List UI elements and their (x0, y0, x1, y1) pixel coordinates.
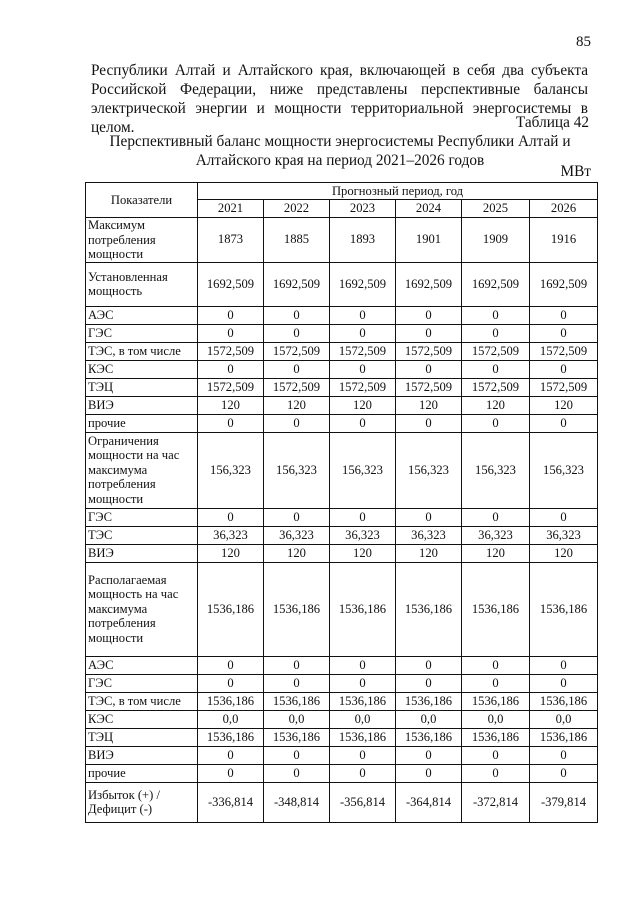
table-cell: 1692,509 (530, 262, 598, 306)
table-cell: 120 (396, 544, 462, 562)
table-cell: 1692,509 (330, 262, 396, 306)
table-cell: 0 (264, 360, 330, 378)
table-cell: -372,814 (462, 782, 530, 822)
table-row (86, 764, 598, 782)
table-cell: 1536,186 (198, 692, 264, 710)
row-label: Избыток (+) / Дефицит (-) (86, 782, 198, 822)
table-row (86, 562, 598, 656)
table-row (86, 262, 598, 306)
table-cell: 120 (530, 544, 598, 562)
row-label: Максимум потребления мощности (86, 218, 198, 263)
table-cell: 1873 (198, 218, 264, 263)
table-cell: 1572,509 (462, 342, 530, 360)
row-label: ТЭС, в том числе (86, 342, 198, 360)
table-cell: 1536,186 (264, 728, 330, 746)
table-cell: 0 (462, 746, 530, 764)
table-cell: 36,323 (198, 526, 264, 544)
table-cell: -379,814 (530, 782, 598, 822)
table-cell: 0 (462, 508, 530, 526)
header-period: Прогнозный период, год (198, 183, 598, 200)
table-row (86, 746, 598, 764)
table-cell: 1901 (396, 218, 462, 263)
table-cell: 0 (462, 656, 530, 674)
row-label: ТЭС, в том числе (86, 692, 198, 710)
table-cell: 0,0 (396, 710, 462, 728)
row-label: ГЭС (86, 674, 198, 692)
table-cell: 1885 (264, 218, 330, 263)
table-cell: 0 (198, 324, 264, 342)
row-label: ТЭС (86, 526, 198, 544)
table-cell: 0,0 (198, 710, 264, 728)
table-cell: 0 (198, 306, 264, 324)
year-header: 2025 (462, 200, 530, 218)
table-cell: 1916 (530, 218, 598, 263)
table-cell: 0 (530, 508, 598, 526)
row-label: ГЭС (86, 324, 198, 342)
table-row (86, 396, 598, 414)
table-cell: 0 (530, 414, 598, 432)
table-cell: 36,323 (264, 526, 330, 544)
table-cell: 0 (264, 324, 330, 342)
caption-line: Алтайского края на период 2021–2026 годов (195, 152, 485, 169)
table-body (86, 218, 598, 823)
table-cell: 0,0 (264, 710, 330, 728)
table-cell: 1572,509 (462, 378, 530, 396)
table-cell: 0 (264, 508, 330, 526)
year-header: 2024 (396, 200, 462, 218)
table-cell: 0 (396, 414, 462, 432)
table-cell: 0 (330, 306, 396, 324)
table-cell: 0 (396, 324, 462, 342)
table-cell: 120 (462, 396, 530, 414)
table-cell: 0 (530, 764, 598, 782)
table-cell: -348,814 (264, 782, 330, 822)
table-cell: 1572,509 (330, 378, 396, 396)
table-cell: 0 (462, 306, 530, 324)
table-row (86, 674, 598, 692)
table-cell: 36,323 (530, 526, 598, 544)
row-label: ТЭЦ (86, 378, 198, 396)
table-row (86, 656, 598, 674)
table-cell: 0 (462, 324, 530, 342)
year-header: 2022 (264, 200, 330, 218)
table-cell: 0 (264, 414, 330, 432)
row-label: ВИЭ (86, 544, 198, 562)
year-header: 2023 (330, 200, 396, 218)
table-cell: 0 (198, 508, 264, 526)
row-label: АЭС (86, 656, 198, 674)
table-cell: 0 (530, 656, 598, 674)
table-cell: 156,323 (198, 432, 264, 508)
table-cell: 156,323 (264, 432, 330, 508)
unit-label: МВт (560, 163, 591, 180)
table-cell: 120 (330, 544, 396, 562)
table-cell: 36,323 (462, 526, 530, 544)
table-cell: 1536,186 (264, 562, 330, 656)
table-cell: 120 (264, 396, 330, 414)
table-cell: 0 (330, 764, 396, 782)
table-cell: 1572,509 (198, 378, 264, 396)
table-cell: 156,323 (330, 432, 396, 508)
table-cell: 0 (530, 324, 598, 342)
table-cell: 0 (462, 764, 530, 782)
table-cell: 0 (198, 764, 264, 782)
table-cell: 1536,186 (396, 728, 462, 746)
table-cell: -356,814 (330, 782, 396, 822)
table-row (86, 710, 598, 728)
row-label: Располагаемая мощность на час максимума потребления мощности (86, 562, 198, 656)
table-cell: 0 (530, 306, 598, 324)
table-cell: 120 (530, 396, 598, 414)
table-cell: 120 (462, 544, 530, 562)
row-label: прочие (86, 764, 198, 782)
row-label: КЭС (86, 710, 198, 728)
table-row (86, 342, 598, 360)
row-label: ТЭЦ (86, 728, 198, 746)
row-label: прочие (86, 414, 198, 432)
table-cell: 1536,186 (462, 562, 530, 656)
table-cell: 1692,509 (462, 262, 530, 306)
table-cell: 1536,186 (330, 692, 396, 710)
table-number: Таблица 42 (515, 114, 589, 131)
table-cell: 1692,509 (396, 262, 462, 306)
table-cell: 1536,186 (198, 562, 264, 656)
table-cell: 1572,509 (198, 342, 264, 360)
intro-line: Российской Федерации, ниже представлены перспективные балансы (91, 81, 588, 98)
table-cell: 156,323 (530, 432, 598, 508)
table-cell: 0,0 (462, 710, 530, 728)
table-cell: 0 (396, 306, 462, 324)
row-label: Установленная мощность (86, 262, 198, 306)
table-cell: 120 (264, 544, 330, 562)
year-header: 2021 (198, 200, 264, 218)
table-cell: 1536,186 (396, 692, 462, 710)
caption-line: Перспективный баланс мощности энергосистемы Республики Алтай и (109, 133, 571, 150)
table-cell: 1536,186 (330, 562, 396, 656)
table-cell: 0 (330, 674, 396, 692)
table-cell: 0 (396, 674, 462, 692)
intro-line: электрической энергии и мощности территориальной энергосистемы в целом. (91, 100, 588, 136)
table-cell: 0 (330, 414, 396, 432)
table-cell: 1909 (462, 218, 530, 263)
table-cell: 0 (264, 674, 330, 692)
table-row (86, 526, 598, 544)
table-cell: 0 (264, 306, 330, 324)
table-cell: 0 (264, 746, 330, 764)
table-row (86, 306, 598, 324)
table-cell: 0 (530, 674, 598, 692)
table-cell: 1536,186 (462, 728, 530, 746)
row-label: ГЭС (86, 508, 198, 526)
table-cell: 0 (396, 656, 462, 674)
table-cell: 120 (330, 396, 396, 414)
table-cell: 1572,509 (530, 378, 598, 396)
row-label: КЭС (86, 360, 198, 378)
table-cell: 1536,186 (264, 692, 330, 710)
table-row (86, 360, 598, 378)
table-row (86, 218, 598, 263)
table-cell: 156,323 (396, 432, 462, 508)
table-cell: 0 (198, 656, 264, 674)
table-row (86, 414, 598, 432)
page-number: 85 (576, 34, 591, 50)
row-label: АЭС (86, 306, 198, 324)
table-caption (80, 132, 600, 170)
table-cell: 1692,509 (198, 262, 264, 306)
table-cell: 156,323 (462, 432, 530, 508)
table-cell: 0 (198, 414, 264, 432)
table-cell: 1572,509 (396, 342, 462, 360)
table-cell: 1692,509 (264, 262, 330, 306)
table-cell: 1572,509 (264, 378, 330, 396)
table-cell: 1536,186 (530, 692, 598, 710)
table-row (86, 378, 598, 396)
year-header: 2026 (530, 200, 598, 218)
table-cell: 0 (396, 746, 462, 764)
table-row (86, 692, 598, 710)
table-row (86, 782, 598, 822)
table-cell: 1893 (330, 218, 396, 263)
table-cell: 0 (330, 508, 396, 526)
intro-paragraph (91, 61, 588, 137)
table-cell: 36,323 (330, 526, 396, 544)
row-label: ВИЭ (86, 396, 198, 414)
table-cell: -364,814 (396, 782, 462, 822)
table-cell: 0 (198, 746, 264, 764)
table-cell: 0 (396, 360, 462, 378)
table-cell: 0 (198, 360, 264, 378)
table-cell: 1536,186 (462, 692, 530, 710)
table-row (86, 432, 598, 508)
table-cell: 0 (264, 656, 330, 674)
table-cell: 1572,509 (264, 342, 330, 360)
table-cell: -336,814 (198, 782, 264, 822)
table-cell: 0 (264, 764, 330, 782)
table-cell: 1536,186 (396, 562, 462, 656)
table-cell: 0 (330, 746, 396, 764)
table-cell: 120 (198, 544, 264, 562)
table-row (86, 728, 598, 746)
table-cell: 0 (330, 324, 396, 342)
table-cell: 0 (396, 764, 462, 782)
table-cell: 0 (462, 674, 530, 692)
table-cell: 0 (198, 674, 264, 692)
table-cell: 0 (330, 360, 396, 378)
table-cell: 0,0 (530, 710, 598, 728)
row-label: Ограничения мощности на час максимума потребления мощности (86, 432, 198, 508)
table-cell: 1572,509 (330, 342, 396, 360)
table-row (86, 508, 598, 526)
table-cell: 0 (462, 360, 530, 378)
table-cell: 1536,186 (198, 728, 264, 746)
table-cell: 1536,186 (330, 728, 396, 746)
intro-line: Республики Алтай и Алтайского края, включающей в себя два субъекта (91, 62, 588, 79)
table-row (86, 544, 598, 562)
table-cell: 0,0 (330, 710, 396, 728)
table-row (86, 324, 598, 342)
table-cell: 1572,509 (530, 342, 598, 360)
header-indicators: Показатели (86, 183, 198, 218)
table-cell: 1572,509 (396, 378, 462, 396)
table-cell: 120 (396, 396, 462, 414)
table-cell: 0 (530, 746, 598, 764)
table-cell: 120 (198, 396, 264, 414)
table-cell: 1536,186 (530, 562, 598, 656)
table-cell: 0 (462, 414, 530, 432)
table-cell: 1536,186 (530, 728, 598, 746)
table-cell: 0 (330, 656, 396, 674)
row-label: ВИЭ (86, 746, 198, 764)
power-balance-table (85, 182, 598, 823)
table-cell: 36,323 (396, 526, 462, 544)
table-cell: 0 (530, 360, 598, 378)
table-cell: 0 (396, 508, 462, 526)
